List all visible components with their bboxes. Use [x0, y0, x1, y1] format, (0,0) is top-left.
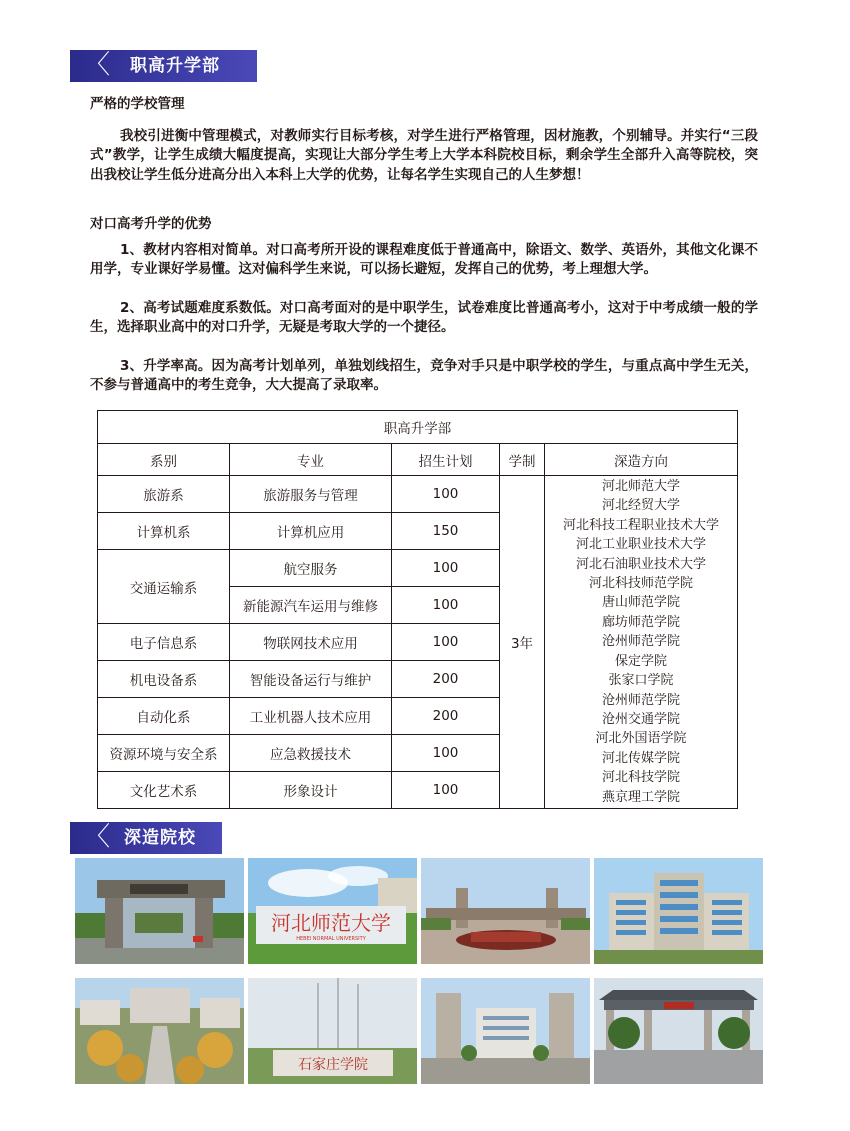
stone-sign-text: 石家庄学院: [298, 1057, 368, 1073]
plan-cell: 100: [392, 735, 500, 772]
chevron-left-icon: 〈: [84, 822, 111, 852]
destination-item: 河北科技工程职业技术大学: [563, 517, 720, 533]
section-banner-vocational: [70, 50, 257, 82]
dept-cell: 资源环境与安全系: [98, 735, 230, 772]
campus-photo: [75, 978, 244, 1084]
destination-item: 沧州师范学院: [602, 692, 681, 708]
destination-item: 沧州交通学院: [602, 711, 681, 727]
destination-list: [545, 476, 738, 809]
campus-photo: [421, 858, 590, 964]
duration-cell: 3年: [500, 476, 545, 809]
dept-cell: 文化艺术系: [98, 772, 230, 809]
dept-cell: 交通运输系: [98, 550, 230, 624]
plan-cell: 100: [392, 772, 500, 809]
campus-photo: [248, 858, 417, 964]
destination-item: 张家口学院: [608, 673, 674, 689]
management-heading: 严格的学校管理: [90, 96, 185, 112]
destination-item: 河北外国语学院: [595, 731, 687, 747]
advantage-item-2: 2、高考试题难度系数低。对口高考面对的是中职学生，试卷难度比普通高考小，这对于中考成绩一般的学生，选择职业高中的对口升学，无疑是考取大学的一个捷径。: [90, 299, 758, 335]
major-cell: 形象设计: [230, 772, 392, 809]
column-header-duration: 学制: [500, 444, 545, 476]
table-title: 职高升学部: [98, 411, 738, 444]
university-photo-grid: [75, 858, 765, 1084]
dept-cell: 电子信息系: [98, 624, 230, 661]
major-cell: 计算机应用: [230, 513, 392, 550]
campus-photo: [75, 858, 244, 964]
campus-photo: [248, 978, 417, 1084]
destination-item: 燕京理工学院: [602, 789, 681, 805]
destination-item: 河北经贸大学: [602, 498, 681, 514]
plan-cell: 100: [392, 587, 500, 624]
destination-item: 廊坊师范学院: [602, 614, 681, 630]
plan-cell: 200: [392, 661, 500, 698]
dept-cell: 旅游系: [98, 476, 230, 513]
enrollment-table: [97, 410, 738, 809]
major-cell: 新能源汽车运用与维修: [230, 587, 392, 624]
major-cell: 应急救援技术: [230, 735, 392, 772]
advantage-item-1: 1、教材内容相对简单。对口高考所开设的课程难度低于普通高中，除语文、数学、英语外，其他文化课不用学，专业课好学易懂。这对偏科学生来说，可以扬长避短，发挥自己的优势，考上理想大学。: [90, 241, 758, 277]
campus-photo: [594, 858, 763, 964]
campus-photo: [594, 978, 763, 1084]
management-paragraph: 我校引进衡中管理模式，对教师实行目标考核，对学生进行严格管理，因材施教，个别辅导。并实行“三段式”教学，让学生成绩大幅度提高，实现让大部分学生考上大学本科院校目标，剩余学生全部升入高等院校，突出我校让学生低分进高分出入本科上大学的优势，让每名学生实现自己的人生梦想！: [90, 127, 758, 183]
plan-cell: 100: [392, 476, 500, 513]
column-header-destination: 深造方向: [545, 444, 738, 476]
advantages-section: [90, 215, 758, 396]
banner-title: 职高升学部: [130, 56, 220, 76]
dept-cell: 计算机系: [98, 513, 230, 550]
destination-item: 河北传媒学院: [602, 750, 681, 766]
management-section: [90, 95, 758, 185]
destination-item: 河北科技师范学院: [589, 576, 694, 592]
campus-photo: [421, 978, 590, 1084]
major-cell: 航空服务: [230, 550, 392, 587]
destination-item: 河北石油职业技术大学: [576, 556, 707, 572]
advantage-item-3: 3、升学率高。因为高考计划单列，单独划线招生，竞争对手只是中职学校的学生，与重点高中学生无关，不参与普通高中的考生竞争，大大提高了录取率。: [90, 357, 758, 393]
plan-cell: 100: [392, 550, 500, 587]
gate-sign-subtext: HEBEI NORMAL UNIVERSITY: [296, 936, 366, 942]
advantages-heading: 对口高考升学的优势: [90, 216, 212, 232]
destination-item: 唐山师范学院: [602, 595, 681, 611]
chevron-left-icon: 〈: [84, 50, 111, 80]
column-header-plan: 招生计划: [392, 444, 500, 476]
plan-cell: 150: [392, 513, 500, 550]
banner-title: 深造院校: [124, 828, 196, 848]
column-header-dept: 系别: [98, 444, 230, 476]
table-row: [98, 476, 738, 513]
column-header-major: 专业: [230, 444, 392, 476]
section-banner-universities: [70, 822, 222, 854]
major-cell: 工业机器人技术应用: [230, 698, 392, 735]
destination-item: 沧州师范学院: [602, 634, 681, 650]
destination-item: 河北科技学院: [602, 770, 681, 786]
major-cell: 物联网技术应用: [230, 624, 392, 661]
gate-sign-text: 河北师范大学: [271, 911, 391, 935]
plan-cell: 200: [392, 698, 500, 735]
dept-cell: 自动化系: [98, 698, 230, 735]
plan-cell: 100: [392, 624, 500, 661]
destination-item: 河北师范大学: [602, 479, 681, 495]
major-cell: 智能设备运行与维护: [230, 661, 392, 698]
major-cell: 旅游服务与管理: [230, 476, 392, 513]
destination-item: 河北工业职业技术大学: [576, 537, 707, 553]
destination-item: 保定学院: [615, 653, 668, 669]
dept-cell: 机电设备系: [98, 661, 230, 698]
